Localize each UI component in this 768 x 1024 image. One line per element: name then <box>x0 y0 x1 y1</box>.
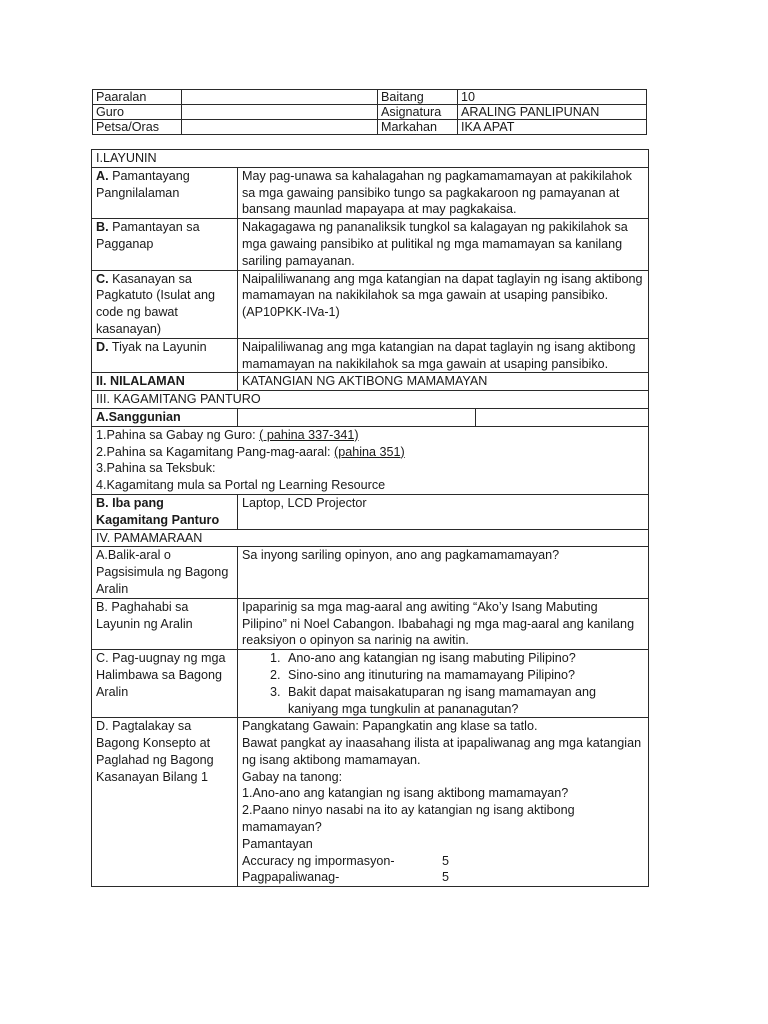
lesson-plan-table <box>91 149 649 887</box>
layunin-b-letter: B. <box>96 220 109 235</box>
markahan-value: IKA APAT <box>458 120 647 135</box>
pamamaraan-b-row <box>92 598 649 649</box>
layunin-d-label-text: Tiyak na Layunin <box>108 339 207 354</box>
criterion-explanation-score: 5 <box>442 870 450 885</box>
pamamaraan-b-text: Ipaparinig sa mga mag-aaral ang awiting “Ako’y Isang Mabuting Pilipino” ni Noel Cabangon. Ibabahagi ng mga mag-aaral ang kanilang reaksiyon o opinyon sa narinig na awitin. <box>238 598 649 649</box>
sanggunian-row <box>92 408 649 426</box>
kagamitan-title-row <box>92 391 649 409</box>
sanggunian-item-2 <box>96 444 644 461</box>
list-item: 2. Sino-sino ang itinuturing na mamamayang Pilipino? <box>284 667 644 684</box>
sanggunian-item-3: 3.Pahina sa Teksbuk: <box>96 461 216 476</box>
pamamaraan-b-label: B. Paghahabi sa Layunin ng Aralin <box>92 598 238 649</box>
baitang-value: 10 <box>458 90 647 105</box>
layunin-c-letter: C. <box>96 271 109 286</box>
sanggunian-item-2-text: 2.Pahina sa Kagamitang Pang-mag-aaral: <box>96 444 335 459</box>
pamamaraan-c-label: C. Pag-uugnay ng mga Halimbawa sa Bagong Aralin <box>92 650 238 718</box>
markahan-label: Markahan <box>378 120 458 135</box>
nilalaman-label <box>92 373 238 391</box>
iba-pang-kagamitan-text: Laptop, LCD Projector <box>238 494 649 529</box>
guro-label: Guro <box>93 105 182 120</box>
asignatura-label: Asignatura <box>378 105 458 120</box>
header-table <box>92 89 647 135</box>
sanggunian-item-1-text: 1.Pahina sa Gabay ng Guro: <box>96 427 260 442</box>
layunin-d-letter: D. <box>96 339 109 354</box>
pamamaraan-a-row <box>92 547 649 598</box>
header-row-guro <box>93 105 647 120</box>
pamamaraan-d-line-1: Pangkatang Gawain: Papangkatin ang klase sa tatlo. <box>242 719 538 734</box>
layunin-c-code: (AP10PKK-IVa-1) <box>242 305 340 320</box>
layunin-d-row <box>92 338 649 373</box>
pamamaraan-d-line-5: 2.Paano ninyo nasabi na ito ay katangian ng isang aktibong mamamayan? <box>242 803 575 835</box>
criterion-accuracy-score: 5 <box>442 853 450 868</box>
sanggunian-item-4: 4.Kagamitang mula sa Portal ng Learning Resource <box>96 478 386 493</box>
paaralan-value <box>182 90 378 105</box>
pamamaraan-c-row <box>92 650 649 718</box>
petsa-value <box>182 120 378 135</box>
pamamaraan-c-list <box>242 650 644 717</box>
guro-value <box>182 105 378 120</box>
pamamaraan-d-cell <box>238 718 649 887</box>
criterion-accuracy <box>242 853 644 870</box>
layunin-a-label <box>92 167 238 218</box>
layunin-a-label-text: Pamantayang Pangnilalaman <box>96 168 190 200</box>
layunin-c-text: Naipaliliwanang ang mga katangian na dapat taglayin ng isang aktibong mamamayan na nakikilahok sa mga gawain at usaping pansibiko. <box>242 271 643 303</box>
iba-pang-kagamitan-label-text: B. Iba pang Kagamitang Panturo <box>96 495 220 527</box>
layunin-c-label-text: Kasanayan sa Pagkatuto (Isulat ang code ng bawat kasanayan) <box>96 271 216 336</box>
pamamaraan-a-text: Sa inyong sariling opinyon, ano ang pagkamamamayan? <box>238 547 649 598</box>
baitang-label: Baitang <box>378 90 458 105</box>
sanggunian-item-2-pages: (pahina 351) <box>334 444 405 459</box>
criterion-explanation <box>242 869 644 886</box>
pamamaraan-d-line-3: Gabay na tanong: <box>242 769 343 784</box>
layunin-a-row <box>92 167 649 218</box>
sanggunian-label <box>92 408 238 426</box>
layunin-a-letter: A. <box>96 168 109 183</box>
iba-pang-kagamitan-row <box>92 494 649 529</box>
layunin-d-text: Naipaliliwanag ang mga katangian na dapat taglayin ng isang aktibong mamamayan na nakikilahok sa mga gawain at usaping pansibiko. <box>238 338 649 373</box>
pamamaraan-a-label: A.Balik-aral o Pagsisimula ng Bagong Aralin <box>92 547 238 598</box>
layunin-b-row <box>92 219 649 270</box>
layunin-title: I.LAYUNIN <box>92 150 649 168</box>
layunin-c-row <box>92 270 649 338</box>
pamamaraan-d-line-4: 1.Ano-ano ang katangian ng isang aktibong mamamayan? <box>242 786 569 801</box>
paaralan-label: Paaralan <box>93 90 182 105</box>
layunin-b-text: Nakagagawa ng pananaliksik tungkol sa kalagayan ng pakikilahok sa mga gawaing pansibiko at pulitikal ng mga mamamayan sa kanilang sariling pamayanan. <box>238 219 649 270</box>
pamamaraan-title-row <box>92 529 649 547</box>
list-item: 1. Ano-ano ang katangian ng isang mabuting Pilipino? <box>284 650 644 667</box>
sanggunian-items-row <box>92 426 649 494</box>
nilalaman-row <box>92 373 649 391</box>
nilalaman-label-text: II. NILALAMAN <box>96 374 185 389</box>
kagamitan-title: III. KAGAMITANG PANTURO <box>92 391 649 409</box>
pamamaraan-d-row <box>92 718 649 887</box>
list-item: 3. Bakit dapat maisakatuparan ng isang mamamayan ang kaniyang mga tungkulin at pananagutan? <box>284 684 644 718</box>
sanggunian-items <box>92 426 649 494</box>
sanggunian-empty-1 <box>238 408 476 426</box>
pamamaraan-d-label: D. Pagtalakay sa Bagong Konsepto at Paglahad ng Bagong Kasanayan Bilang 1 <box>92 718 238 887</box>
sanggunian-item-1-pages: ( pahina 337-341) <box>259 427 359 442</box>
criterion-explanation-label: Pagpapaliwanag- <box>242 870 340 885</box>
nilalaman-text: KATANGIAN NG AKTIBONG MAMAMAYAN <box>238 373 649 391</box>
sanggunian-label-text: A.Sanggunian <box>96 409 181 424</box>
iba-pang-kagamitan-label <box>92 494 238 529</box>
header-row-paaralan <box>93 90 647 105</box>
layunin-a-text: May pag-unawa sa kahalagahan ng pagkamamamayan at pakikilahok sa mga gawaing pansibiko tungo sa pagkakaroon ng pamayanan at bansang maunlad mapayapa at may pagkakaisa. <box>238 167 649 218</box>
asignatura-value: ARALING PANLIPUNAN <box>458 105 647 120</box>
layunin-c-cell <box>238 270 649 338</box>
layunin-c-label <box>92 270 238 338</box>
sanggunian-item-1 <box>96 427 644 444</box>
layunin-d-label <box>92 338 238 373</box>
pamamaraan-c-cell <box>238 650 649 718</box>
header-row-petsa <box>93 120 647 135</box>
layunin-title-row <box>92 150 649 168</box>
sanggunian-empty-2 <box>476 408 649 426</box>
pamamaraan-title: IV. PAMAMARAAN <box>92 529 649 547</box>
pamamaraan-d-line-6: Pamantayan <box>242 836 313 851</box>
layunin-b-label <box>92 219 238 270</box>
layunin-b-label-text: Pamantayan sa Pagganap <box>96 220 200 251</box>
pamamaraan-d-line-2: Bawat pangkat ay inaasahang ilista at ipapaliwanag ang mga katangian ng isang aktibong mamamayan. <box>242 736 642 767</box>
criterion-accuracy-label: Accuracy ng impormasyon- <box>242 853 395 868</box>
petsa-label: Petsa/Oras <box>93 120 182 135</box>
